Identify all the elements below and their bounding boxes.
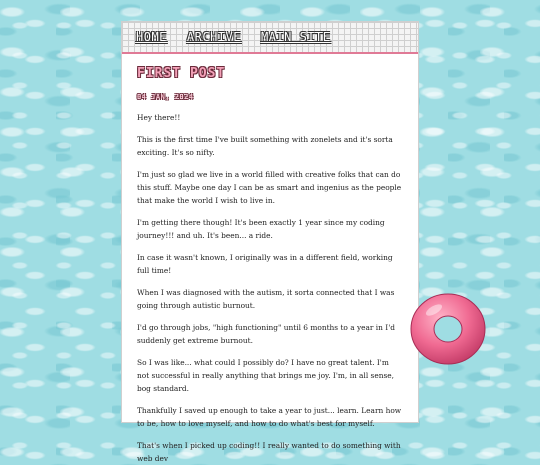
post-paragraph: In case it wasn't known, I originally was in a different field, working full time! (137, 253, 393, 275)
nav-bar (122, 22, 418, 54)
nav-main-site-link[interactable]: MAIN SITE (260, 30, 331, 44)
post-paragraph: Thankfully I saved up enough to take a year to just... learn. Learn how to be, how to love myself, and how to do what's best for myself. (137, 406, 402, 428)
blog-page (122, 22, 418, 463)
post-body (137, 111, 403, 465)
post-paragraph: I'd go through jobs, "high functioning" until 6 months to a year in I'd suddenly get extreme burnout. (137, 323, 395, 345)
post-paragraph: I'm just so glad we live in a world filled with creative folks that can do this stuff. Maybe one day I can be as smart and ingenius as the people that make the world I wish to live in. (137, 170, 402, 205)
post-date: 04 JAN, 2024 (137, 93, 194, 101)
post-paragraph: So I was like... what could I possibly do? I have no great talent. I'm not successful in really anything that brings me joy. I'm, in all sense, bog standard. (137, 358, 394, 393)
post-content (122, 54, 418, 465)
post-paragraph: That's when I picked up coding!! I really wanted to do something with web dev (137, 441, 401, 463)
nav-archive-link[interactable]: ARCHIVE (186, 30, 241, 44)
nav-home-link[interactable]: HOME (136, 30, 167, 44)
post-paragraph: I'm getting there though! It's been exactly 1 year since my coding journey!!! and uh. It's been... a ride. (137, 218, 385, 240)
post-paragraph: When I was diagnosed with the autism, it sorta connected that I was going through autistic burnout. (137, 288, 395, 310)
post-paragraph: Hey there!! (137, 113, 181, 122)
pool-float-icon (408, 290, 488, 366)
post-title: FIRST POST (137, 66, 226, 81)
post-paragraph: This is the first time I've built something with zonelets and it's sorta exciting. It's so nifty. (137, 135, 393, 157)
